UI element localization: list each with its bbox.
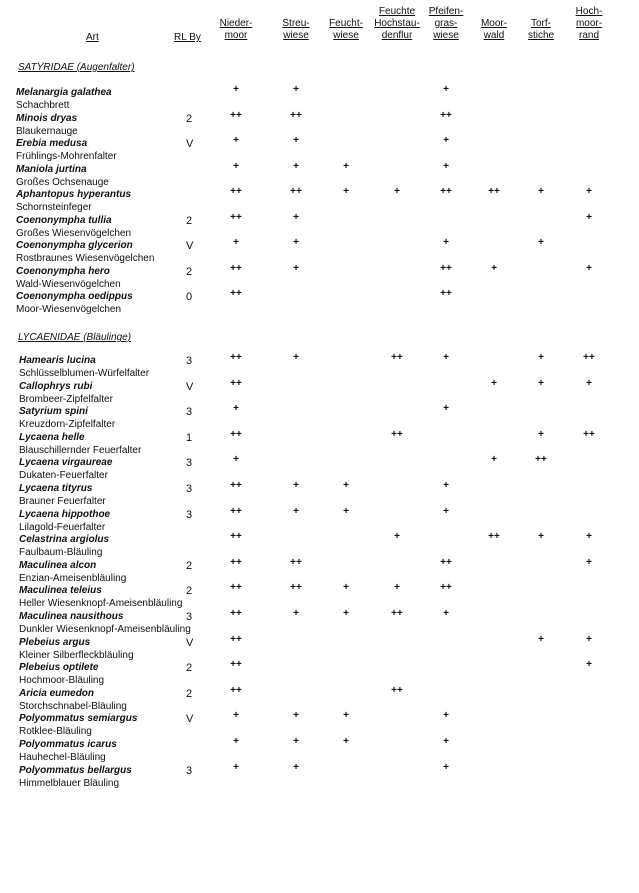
- habitat-occurrence-mark: +: [233, 454, 239, 465]
- habitat-occurrence-mark: +: [233, 736, 239, 747]
- species-scientific-name: Aphantopus hyperantus: [16, 189, 132, 200]
- header-line: Hoch-: [575, 6, 603, 17]
- species-scientific-name: Celastrina argiolus: [19, 534, 110, 545]
- habitat-occurrence-mark: ++: [290, 186, 302, 197]
- species-scientific-name: Coenonympha oedippus: [16, 291, 133, 302]
- species-scientific-name: Coenonympha glycerion: [16, 240, 133, 251]
- habitat-occurrence-mark: ++: [230, 186, 242, 197]
- header-line: rand: [578, 30, 599, 41]
- habitat-occurrence-mark: +: [343, 186, 349, 197]
- habitat-occurrence-mark: ++: [488, 531, 500, 542]
- habitat-occurrence-mark: +: [233, 161, 239, 172]
- species-common-name: Blauschillernder Feuerfalter: [19, 445, 142, 456]
- habitat-occurrence-mark: +: [293, 84, 299, 95]
- habitat-occurrence-mark: +: [443, 161, 449, 172]
- habitat-occurrence-mark: +: [293, 161, 299, 172]
- column-header-habitat: [426, 6, 466, 42]
- species-scientific-name: Maniola jurtina: [16, 164, 87, 175]
- habitat-occurrence-mark: ++: [230, 263, 242, 274]
- habitat-occurrence-mark: ++: [230, 557, 242, 568]
- habitat-occurrence-mark: ++: [440, 186, 452, 197]
- habitat-occurrence-mark: ++: [440, 557, 452, 568]
- habitat-occurrence-mark: ++: [391, 429, 403, 440]
- habitat-occurrence-mark: +: [233, 84, 239, 95]
- red-list-status: 3: [186, 509, 193, 521]
- habitat-occurrence-mark: +: [586, 659, 592, 670]
- species-scientific-name: Maculinea nausithous: [19, 611, 124, 622]
- red-list-status: 2: [186, 215, 193, 227]
- header-line: Feucht-: [329, 18, 363, 29]
- species-scientific-name: Plebeius optilete: [19, 662, 99, 673]
- species-scientific-name: Lycaena virgaureae: [19, 457, 113, 468]
- habitat-occurrence-mark: +: [293, 480, 299, 491]
- habitat-occurrence-mark: ++: [230, 429, 242, 440]
- habitat-occurrence-mark: ++: [391, 608, 403, 619]
- habitat-occurrence-mark: ++: [535, 454, 547, 465]
- habitat-occurrence-mark: +: [293, 608, 299, 619]
- habitat-occurrence-mark: +: [233, 762, 239, 773]
- habitat-occurrence-mark: +: [394, 186, 400, 197]
- red-list-status: V: [186, 381, 194, 393]
- red-list-status: 2: [186, 688, 193, 700]
- habitat-occurrence-mark: +: [586, 557, 592, 568]
- species-scientific-name: Minois dryas: [16, 113, 78, 124]
- species-scientific-name: Polyommatus semiargus: [19, 713, 138, 724]
- species-common-name: Großes Ochsenauge: [16, 177, 109, 188]
- habitat-occurrence-mark: +: [443, 84, 449, 95]
- red-list-status: 2: [186, 585, 193, 597]
- habitat-occurrence-mark: +: [491, 263, 497, 274]
- habitat-occurrence-mark: +: [343, 161, 349, 172]
- habitat-occurrence-mark: +: [491, 378, 497, 389]
- header-line: Pfeifen-: [428, 6, 464, 17]
- habitat-occurrence-mark: ++: [290, 557, 302, 568]
- habitat-occurrence-mark: +: [343, 480, 349, 491]
- habitat-occurrence-mark: +: [443, 135, 449, 146]
- header-line: moor: [224, 30, 248, 41]
- species-common-name: Storchschnabel-Bläuling: [19, 701, 127, 712]
- red-list-status: 3: [186, 457, 193, 469]
- habitat-occurrence-mark: +: [586, 378, 592, 389]
- species-common-name: Frühlings-Mohrenfalter: [16, 151, 117, 162]
- red-list-status: 3: [186, 765, 193, 777]
- species-scientific-name: Callophrys rubi: [19, 381, 93, 392]
- species-scientific-name: Hamearis lucina: [19, 355, 96, 366]
- habitat-occurrence-mark: ++: [230, 531, 242, 542]
- habitat-occurrence-mark: +: [443, 403, 449, 414]
- habitat-occurrence-mark: ++: [230, 582, 242, 593]
- section-title: LYCAENIDAE (Bläulinge): [18, 332, 132, 343]
- header-line: Torf-: [531, 18, 551, 29]
- habitat-occurrence-mark: ++: [440, 582, 452, 593]
- species-scientific-name: Lycaena tityrus: [19, 483, 93, 494]
- habitat-occurrence-mark: +: [443, 352, 449, 363]
- species-common-name: Brauner Feuerfalter: [19, 496, 106, 507]
- habitat-occurrence-mark: ++: [230, 506, 242, 517]
- header-line: Hochstau-: [374, 18, 420, 29]
- habitat-occurrence-mark: ++: [230, 288, 242, 299]
- habitat-occurrence-mark: +: [293, 212, 299, 223]
- habitat-occurrence-mark: ++: [488, 186, 500, 197]
- column-header-habitat: [523, 18, 559, 42]
- habitat-occurrence-mark: +: [394, 582, 400, 593]
- habitat-occurrence-mark: ++: [391, 685, 403, 696]
- red-list-status: 2: [186, 113, 193, 125]
- habitat-occurrence-mark: +: [491, 454, 497, 465]
- habitat-occurrence-mark: ++: [230, 352, 242, 363]
- habitat-occurrence-mark: +: [443, 480, 449, 491]
- red-list-status: 3: [186, 406, 193, 418]
- habitat-occurrence-mark: +: [293, 263, 299, 274]
- red-list-status: 3: [186, 611, 193, 623]
- habitat-occurrence-mark: +: [586, 212, 592, 223]
- species-common-name: Rotklee-Bläuling: [19, 726, 92, 737]
- species-common-name: Großes Wiesenvögelchen: [16, 228, 132, 239]
- species-common-name: Lilagold-Feuerfalter: [19, 522, 106, 533]
- species-common-name: Dunkler Wiesenknopf-Ameisenbläuling: [19, 624, 191, 635]
- red-list-status: 3: [186, 483, 193, 495]
- habitat-occurrence-mark: +: [394, 531, 400, 542]
- habitat-occurrence-mark: +: [293, 352, 299, 363]
- red-list-status: 2: [186, 266, 193, 278]
- header-line: gras-: [434, 18, 458, 29]
- species-scientific-name: Lycaena hippothoe: [19, 509, 111, 520]
- habitat-occurrence-mark: +: [538, 634, 544, 645]
- habitat-occurrence-mark: +: [293, 736, 299, 747]
- species-common-name: Blaukernauge: [16, 126, 78, 137]
- column-header-art: Art: [86, 32, 99, 43]
- section-title: SATYRIDAE (Augenfalter): [18, 62, 135, 73]
- column-header-rl: RL By: [174, 32, 201, 43]
- species-scientific-name: Polyommatus bellargus: [19, 765, 132, 776]
- habitat-occurrence-mark: +: [443, 506, 449, 517]
- habitat-occurrence-mark: +: [538, 237, 544, 248]
- habitat-occurrence-mark: ++: [440, 263, 452, 274]
- habitat-occurrence-mark: +: [343, 710, 349, 721]
- header-line: wald: [483, 30, 505, 41]
- habitat-occurrence-mark: ++: [230, 685, 242, 696]
- habitat-occurrence-mark: +: [538, 429, 544, 440]
- habitat-occurrence-mark: +: [233, 237, 239, 248]
- header-line: moor-: [575, 18, 603, 29]
- habitat-occurrence-mark: +: [538, 186, 544, 197]
- species-common-name: Rostbraunes Wiesenvögelchen: [16, 253, 155, 264]
- species-scientific-name: Aricia eumedon: [19, 688, 95, 699]
- species-common-name: Schlüsselblumen-Würfelfalter: [19, 368, 150, 379]
- habitat-occurrence-mark: +: [443, 237, 449, 248]
- habitat-occurrence-mark: +: [293, 762, 299, 773]
- red-list-status: 2: [186, 662, 193, 674]
- species-scientific-name: Lycaena helle: [19, 432, 85, 443]
- species-common-name: Hochmoor-Bläuling: [19, 675, 105, 686]
- habitat-occurrence-mark: ++: [230, 659, 242, 670]
- habitat-occurrence-mark: +: [233, 403, 239, 414]
- habitat-occurrence-mark: ++: [230, 110, 242, 121]
- species-common-name: Heller Wiesenknopf-Ameisenbläuling: [19, 598, 183, 609]
- habitat-occurrence-mark: +: [343, 582, 349, 593]
- habitat-occurrence-mark: +: [293, 135, 299, 146]
- species-common-name: Kreuzdorn-Zipfelfalter: [19, 419, 116, 430]
- habitat-occurrence-mark: +: [538, 352, 544, 363]
- habitat-occurrence-mark: +: [233, 135, 239, 146]
- habitat-occurrence-mark: +: [538, 531, 544, 542]
- habitat-occurrence-mark: ++: [290, 582, 302, 593]
- species-scientific-name: Maculinea alcon: [19, 560, 97, 571]
- species-scientific-name: Erebia medusa: [16, 138, 88, 149]
- habitat-occurrence-mark: ++: [230, 212, 242, 223]
- red-list-status: V: [186, 713, 194, 725]
- header-line: Streu-: [282, 18, 310, 29]
- species-scientific-name: Plebeius argus: [19, 637, 91, 648]
- habitat-occurrence-mark: +: [443, 608, 449, 619]
- habitat-occurrence-mark: ++: [290, 110, 302, 121]
- habitat-occurrence-mark: +: [293, 710, 299, 721]
- habitat-occurrence-mark: ++: [391, 352, 403, 363]
- habitat-occurrence-mark: +: [343, 608, 349, 619]
- habitat-occurrence-mark: +: [293, 237, 299, 248]
- habitat-occurrence-mark: +: [233, 710, 239, 721]
- red-list-status: 0: [186, 291, 193, 303]
- red-list-status: V: [186, 240, 194, 252]
- habitat-occurrence-mark: ++: [440, 288, 452, 299]
- habitat-occurrence-mark: ++: [583, 352, 595, 363]
- species-common-name: Brombeer-Zipfelfalter: [19, 394, 113, 405]
- header-line: denflur: [381, 30, 413, 41]
- species-scientific-name: Coenonympha hero: [16, 266, 110, 277]
- habitat-occurrence-mark: ++: [230, 378, 242, 389]
- header-line: Moor-: [480, 18, 508, 29]
- column-header-habitat: [276, 18, 316, 42]
- header-line: Nieder-: [219, 18, 253, 29]
- red-list-status: V: [186, 138, 194, 150]
- habitat-occurrence-mark: ++: [230, 480, 242, 491]
- species-common-name: Kleiner Silberfleckbläuling: [19, 650, 134, 661]
- column-header-habitat: [571, 6, 607, 42]
- column-header-habitat: [326, 18, 366, 42]
- species-common-name: Himmelblauer Bläuling: [19, 778, 120, 789]
- column-header-habitat: [368, 6, 426, 42]
- header-line: Feuchte: [378, 6, 416, 17]
- habitat-occurrence-mark: +: [293, 506, 299, 517]
- species-common-name: Wald-Wiesenvögelchen: [16, 279, 121, 290]
- red-list-status: 3: [186, 355, 193, 367]
- species-common-name: Schornsteinfeger: [16, 202, 92, 213]
- habitat-occurrence-mark: +: [343, 506, 349, 517]
- habitat-occurrence-mark: +: [538, 378, 544, 389]
- red-list-status: 1: [186, 432, 193, 444]
- species-scientific-name: Satyrium spini: [19, 406, 88, 417]
- header-line: wiese: [333, 30, 359, 41]
- habitat-occurrence-mark: ++: [230, 608, 242, 619]
- habitat-occurrence-mark: +: [443, 762, 449, 773]
- species-common-name: Enzian-Ameisenbläuling: [19, 573, 127, 584]
- species-common-name: Faulbaum-Bläuling: [19, 547, 103, 558]
- header-line: stiche: [527, 30, 555, 41]
- habitat-occurrence-mark: ++: [583, 429, 595, 440]
- habitat-occurrence-mark: +: [586, 263, 592, 274]
- habitat-occurrence-mark: +: [343, 736, 349, 747]
- species-scientific-name: Polyommatus icarus: [19, 739, 117, 750]
- header-line: wiese: [433, 30, 459, 41]
- species-scientific-name: Maculinea teleius: [19, 585, 102, 596]
- habitat-occurrence-mark: ++: [230, 634, 242, 645]
- habitat-occurrence-mark: +: [443, 710, 449, 721]
- habitat-occurrence-mark: ++: [440, 110, 452, 121]
- header-line: wiese: [283, 30, 309, 41]
- column-header-habitat: [477, 18, 511, 42]
- species-common-name: Dukaten-Feuerfalter: [19, 470, 108, 481]
- species-common-name: Moor-Wiesenvögelchen: [16, 304, 122, 315]
- species-common-name: Hauhechel-Bläuling: [19, 752, 106, 763]
- habitat-occurrence-mark: +: [586, 186, 592, 197]
- red-list-status: V: [186, 637, 194, 649]
- column-header-habitat: [213, 18, 259, 42]
- species-scientific-name: Coenonympha tullia: [16, 215, 112, 226]
- habitat-occurrence-mark: +: [586, 531, 592, 542]
- species-common-name: Schachbrett: [16, 100, 70, 111]
- habitat-occurrence-mark: +: [443, 736, 449, 747]
- habitat-occurrence-mark: +: [586, 634, 592, 645]
- red-list-status: 2: [186, 560, 193, 572]
- species-scientific-name: Melanargia galathea: [16, 87, 112, 98]
